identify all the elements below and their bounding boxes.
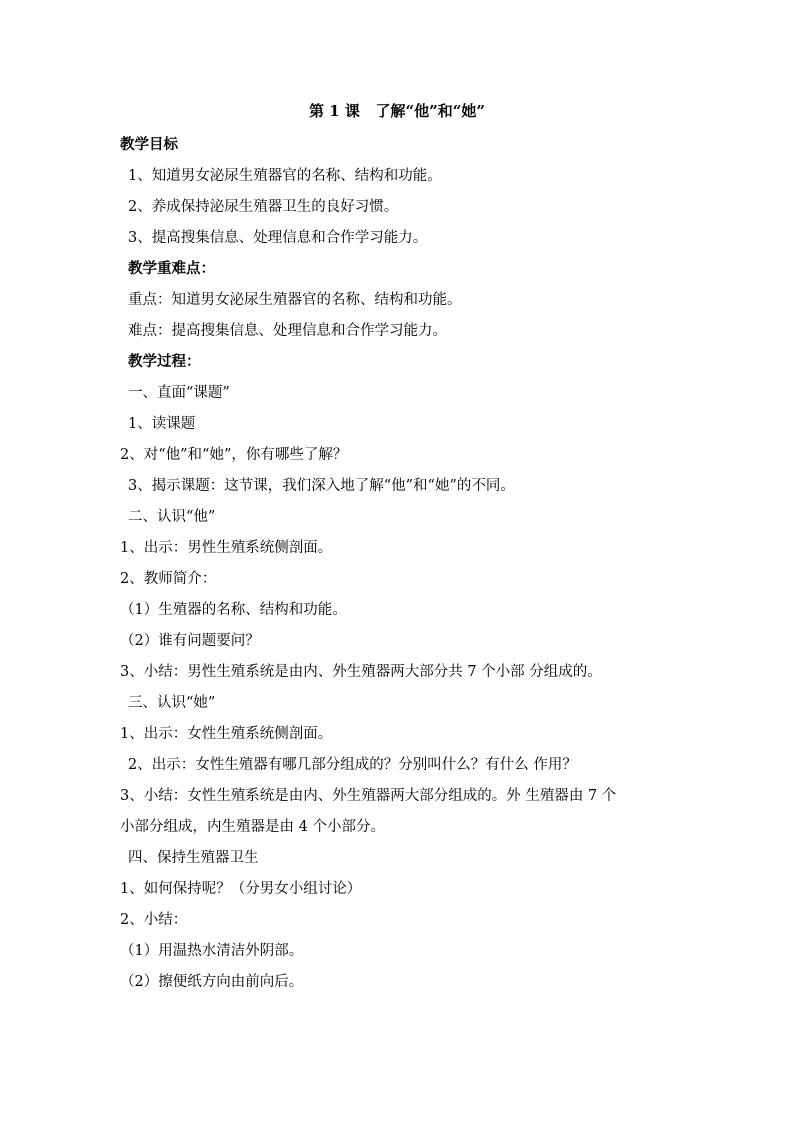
list-item: 3、揭示课题：这节课，我们深入地了解“他”和“她”的不同。 <box>128 478 515 494</box>
section-heading-objectives: 教学目标 <box>120 136 178 153</box>
list-item: 3、小结：男性生殖系统是由内、外生殖器两大部分共 7 个小部 分组成的。 <box>120 664 602 680</box>
list-item: 1、读课题 <box>128 416 196 432</box>
section-heading-process: 教学过程： <box>128 353 201 370</box>
list-item: 1、出示：女性生殖系统侧剖面。 <box>120 726 333 742</box>
key-point-line: 重点：知道男女泌尿生殖器官的名称、结构和功能。 <box>128 292 462 308</box>
list-item-continuation: 小部分组成，内生殖器是由 4 个小部分。 <box>120 819 385 835</box>
list-item: 2、出示：女性生殖器有哪几部分组成的？分别叫什么？有什么 作用？ <box>128 757 577 773</box>
process-part-3-heading: 三、认识“她” <box>128 695 216 711</box>
list-item: （2）擦便纸方向由前向后。 <box>120 974 304 990</box>
page-title: 第 1 课 了解“他”和“她” <box>308 102 486 120</box>
list-item: （1）用温热水清洁外阴部。 <box>120 943 304 959</box>
list-item: 2、小结： <box>120 912 188 928</box>
section-heading-key-points: 教学重难点： <box>128 260 215 277</box>
process-part-1-heading: 一、直面“课题” <box>128 385 230 401</box>
list-item: 1、出示：男性生殖系统侧剖面。 <box>120 540 333 556</box>
objective-item-3: 3、提高搜集信息、处理信息和合作学习能力。 <box>128 230 428 246</box>
objective-item-1: 1、知道男女泌尿生殖器官的名称、结构和功能。 <box>128 168 442 184</box>
list-item: 3、小结：女性生殖系统是由内、外生殖器两大部分组成的。外 生殖器由 7 个 <box>120 788 617 804</box>
process-part-2-heading: 二、认识“他” <box>128 509 216 525</box>
difficult-point-line: 难点：提高搜集信息、处理信息和合作学习能力。 <box>128 323 447 339</box>
process-part-4-heading: 四、保持生殖器卫生 <box>128 850 259 866</box>
list-item: （2）谁有问题要问？ <box>120 633 260 649</box>
list-item: 1、如何保持呢？（分男女小组讨论） <box>120 881 362 897</box>
list-item: （1）生殖器的名称、结构和功能。 <box>120 602 347 618</box>
list-item: 2、教师简介： <box>120 571 217 587</box>
objective-item-2: 2、养成保持泌尿生殖器卫生的良好习惯。 <box>128 199 399 215</box>
list-item: 2、对“他”和“她”，你有哪些了解？ <box>120 447 348 463</box>
